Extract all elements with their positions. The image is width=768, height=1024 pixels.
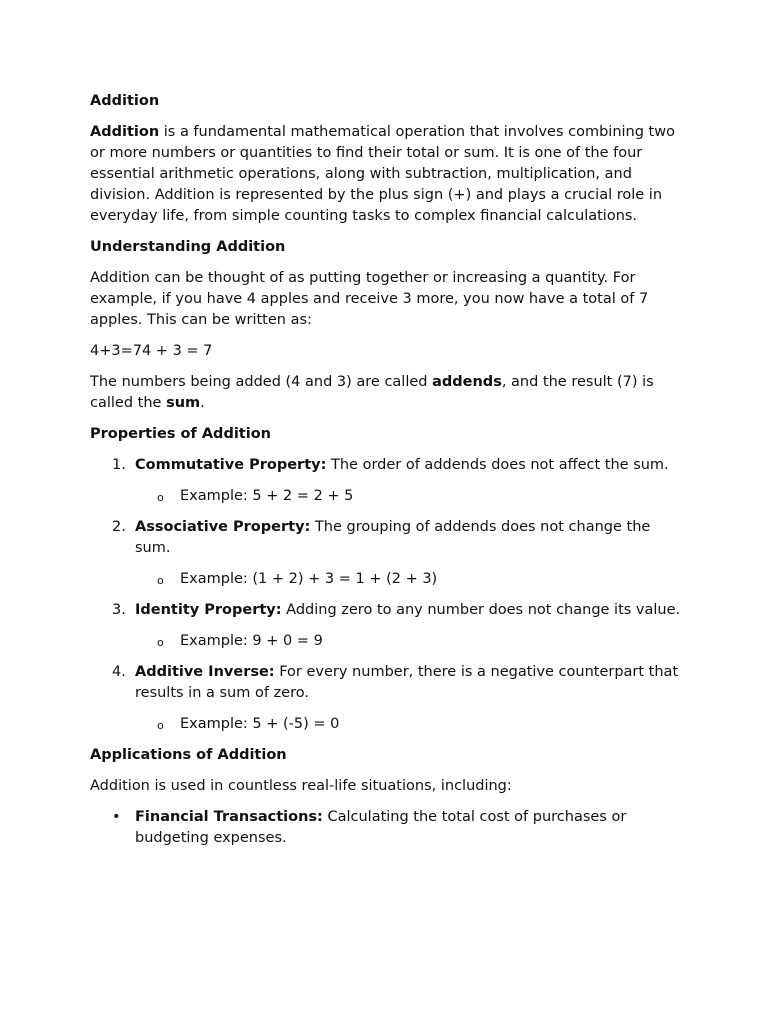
properties-list — [90, 455, 685, 735]
sub-bullet-marker: o — [157, 491, 164, 504]
terms-text-1: The numbers being added (4 and 3) are called — [90, 374, 433, 390]
list-number: 3. — [112, 602, 126, 618]
list-number: 4. — [112, 664, 126, 680]
applications-paragraph: Addition is used in countless real-life situations, including: — [90, 778, 512, 794]
terms-text-3: . — [200, 395, 205, 411]
properties-heading: Properties of Addition — [90, 426, 271, 442]
application-item — [90, 807, 685, 849]
property-example — [135, 631, 685, 652]
application-description: Calculating the total cost of purchases or budgeting expenses. — [135, 809, 627, 846]
terms-text-2: , and the result (7) is called the — [90, 374, 654, 411]
document-title: Addition — [90, 93, 160, 109]
addends-term: addends — [432, 374, 502, 390]
sub-bullet-marker: o — [157, 636, 164, 649]
document-page — [90, 91, 685, 859]
list-number: 2. — [112, 519, 126, 535]
property-description: For every number, there is a negative counterpart that results in a sum of zero. — [135, 664, 679, 701]
property-description: The order of addends does not affect the sum. — [326, 457, 669, 473]
applications-heading: Applications of Addition — [90, 747, 287, 763]
understanding-heading: Understanding Addition — [90, 239, 286, 255]
example-text: Example: 5 + 2 = 2 + 5 — [180, 488, 354, 504]
property-item — [90, 455, 685, 507]
intro-bold-term: Addition — [90, 124, 160, 140]
intro-text: is a fundamental mathematical operation that involves combining two or more numbers or quantities to find their total or sum. It is one of the four essential arithmetic operations, along with subtraction, multiplication, and division. Addition is represented by the plus sign (+) and plays a crucial role in everyday life, from simple counting tasks to complex financial calculations. — [90, 124, 675, 224]
equation-line: 4+3=74 + 3 = 7 — [90, 343, 213, 359]
property-description: The grouping of addends does not change the sum. — [135, 519, 651, 556]
property-item — [90, 600, 685, 652]
property-example — [135, 486, 685, 507]
example-text: Example: (1 + 2) + 3 = 1 + (2 + 3) — [180, 571, 438, 587]
applications-list — [90, 807, 685, 849]
example-text: Example: 9 + 0 = 9 — [180, 633, 323, 649]
property-name: Identity Property: — [135, 602, 282, 618]
understanding-paragraph: Addition can be thought of as putting together or increasing a quantity. For example, if you have 4 apples and receive 3 more, you now have a total of 7 apples. This can be written as: — [90, 270, 649, 328]
property-item — [90, 517, 685, 590]
property-example — [135, 569, 685, 590]
terms-paragraph — [90, 372, 685, 414]
property-name: Commutative Property: — [135, 457, 327, 473]
intro-paragraph — [90, 122, 685, 227]
property-name: Associative Property: — [135, 519, 311, 535]
example-text: Example: 5 + (-5) = 0 — [180, 716, 340, 732]
list-number: 1. — [112, 457, 126, 473]
property-name: Additive Inverse: — [135, 664, 275, 680]
sum-term: sum — [166, 395, 201, 411]
property-example — [135, 714, 685, 735]
sub-bullet-marker: o — [157, 574, 164, 587]
bullet-marker: • — [112, 809, 121, 825]
property-item — [90, 662, 685, 735]
property-description: Adding zero to any number does not change its value. — [281, 602, 681, 618]
application-name: Financial Transactions: — [135, 809, 323, 825]
sub-bullet-marker: o — [157, 719, 164, 732]
